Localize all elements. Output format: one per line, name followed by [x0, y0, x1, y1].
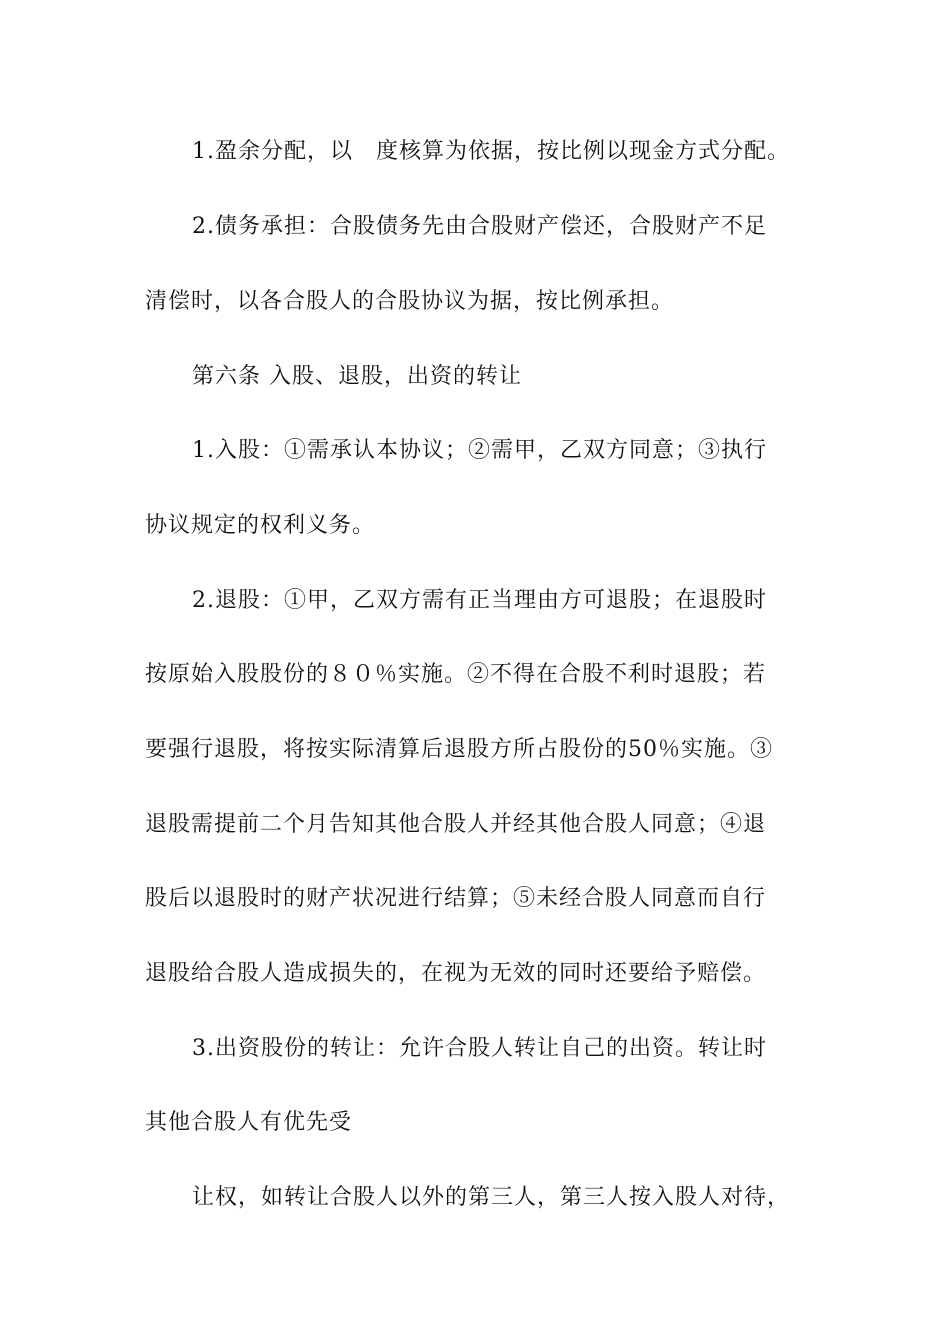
paragraph-joining: 1.入股：①需承认本协议；②需甲，乙双方同意；③执行: [192, 438, 767, 463]
paragraph-withdrawal-cont-4: 股后以退股时的财产状况进行结算；⑤未经合股人同意而自行: [145, 886, 767, 911]
paragraph-transfer-right: 让权，如转让合股人以外的第三人，第三人按入股人对待，: [192, 1185, 791, 1210]
paragraph-withdrawal-cont-2: 要强行退股，将按实际清算后退股方所占股份的50％实施。③: [145, 737, 773, 762]
paragraph-transfer-cont: 其他合股人有优先受: [145, 1110, 353, 1135]
paragraph-debt-bearing-cont: 清偿时，以各合股人的合股协议为据，按比例承担。: [145, 289, 675, 314]
paragraph-withdrawal-cont-1: 按原始入股股份的８０％实施。②不得在合股不利时退股；若: [145, 662, 767, 687]
paragraph-withdrawal-cont-3: 退股需提前二个月告知其他合股人并经其他合股人同意；④退: [145, 812, 767, 837]
paragraph-withdrawal: 2.退股：①甲，乙双方需有正当理由方可退股；在退股时: [192, 588, 767, 613]
paragraph-withdrawal-cont-5: 退股给合股人造成损失的，在视为无效的同时还要给予赔偿。: [145, 961, 767, 986]
paragraph-transfer: 3.出资股份的转让：允许合股人转让自己的出资。转让时: [192, 1036, 767, 1061]
paragraph-debt-bearing: 2.债务承担：合股债务先由合股财产偿还，合股财产不足: [192, 214, 767, 239]
paragraph-joining-cont: 协议规定的权利义务。: [145, 513, 376, 538]
paragraph-profit-distribution: 1.盈余分配，以 度核算为依据，按比例以现金方式分配。: [192, 139, 790, 164]
article-six-heading: 第六条 入股、退股，出资的转让: [192, 364, 522, 389]
